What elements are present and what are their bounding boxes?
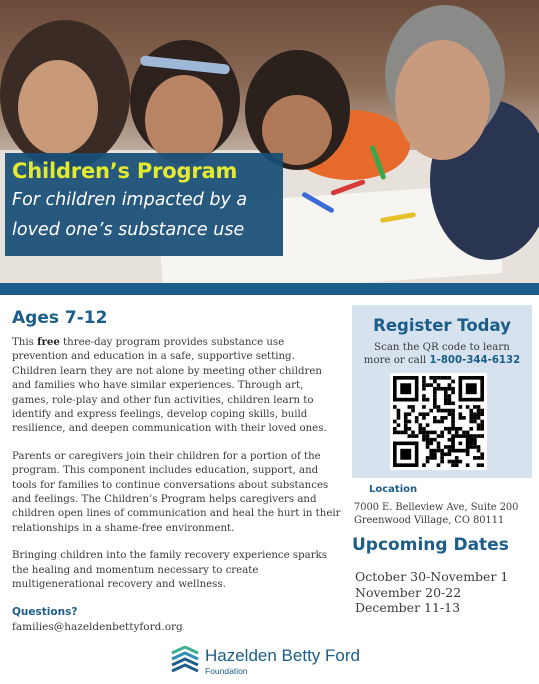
intro-rest: three-day program provides substance use prevention and education in a safe, supportive setting. Children learn they are not alone by meeting other children and families who have similar experiences. Through art, games, role-play and other fun activities, children learn to identify and express feelings, develop coping skills, build resilience, and deepen communication with their loved ones. [12,337,327,435]
intro-text: This [12,337,38,348]
hero-band [0,283,539,295]
recovery-paragraph: Bringing children into the family recovery experience sparks the healing and momentum necessary to create multigenerational recovery and wellness. [12,550,327,591]
program-title-box [5,153,283,256]
intro-paragraph [12,335,342,437]
program-title: Children’s Program [12,159,238,183]
date-item: October 30-November 1 [355,569,509,584]
questions-label: Questions? [12,605,78,618]
caregivers-paragraph: Parents or caregivers join their children for a portion of the program. This component includes education, support, and tools for families to continue conversations about substances and feelings. The Children’s Program helps caregivers and children open lines of communication and heal the hurt in their relationships in a shame-free environment. [12,450,341,534]
man-face [395,40,490,160]
main-content [12,308,342,633]
date-item: December 11-13 [355,600,461,615]
register-text-line1: Scan the QR code to learn [374,342,510,353]
register-panel [352,305,532,478]
qr-code-icon [393,376,484,467]
upcoming-dates-title: Upcoming Dates [352,535,509,555]
location-label: Location [369,484,418,495]
register-call-prefix: more or call [363,355,430,366]
register-text [352,341,532,367]
qr-code[interactable] [390,373,487,470]
date-item: November 20-22 [355,584,462,600]
register-title: Register Today [373,316,511,335]
logo-subtitle: Foundation [205,666,248,676]
logo-mark-icon [170,646,200,672]
location-line2: Greenwood Village, CO 80111 [354,515,505,526]
free-emphasis: free [37,336,60,348]
logo-name: Hazelden Betty Ford [205,646,360,665]
program-subtitle-line2: loved one’s substance use [12,220,245,240]
location-line1: 7000 E. Belleview Ave, Suite 200 [354,502,519,513]
program-subtitle [12,185,276,245]
questions-email-link[interactable]: families@hazeldenbettyford.org [12,620,183,633]
phone-number-link[interactable]: 1-800-344-6132 [429,355,521,366]
register-text-line2 [352,354,532,367]
ages-heading: Ages 7-12 [12,308,108,328]
program-subtitle-line1: For children impacted by a [12,190,248,210]
girl-face [18,60,98,155]
hazelden-logo [170,644,370,680]
child-face [145,75,223,165]
dates-list [355,569,508,616]
